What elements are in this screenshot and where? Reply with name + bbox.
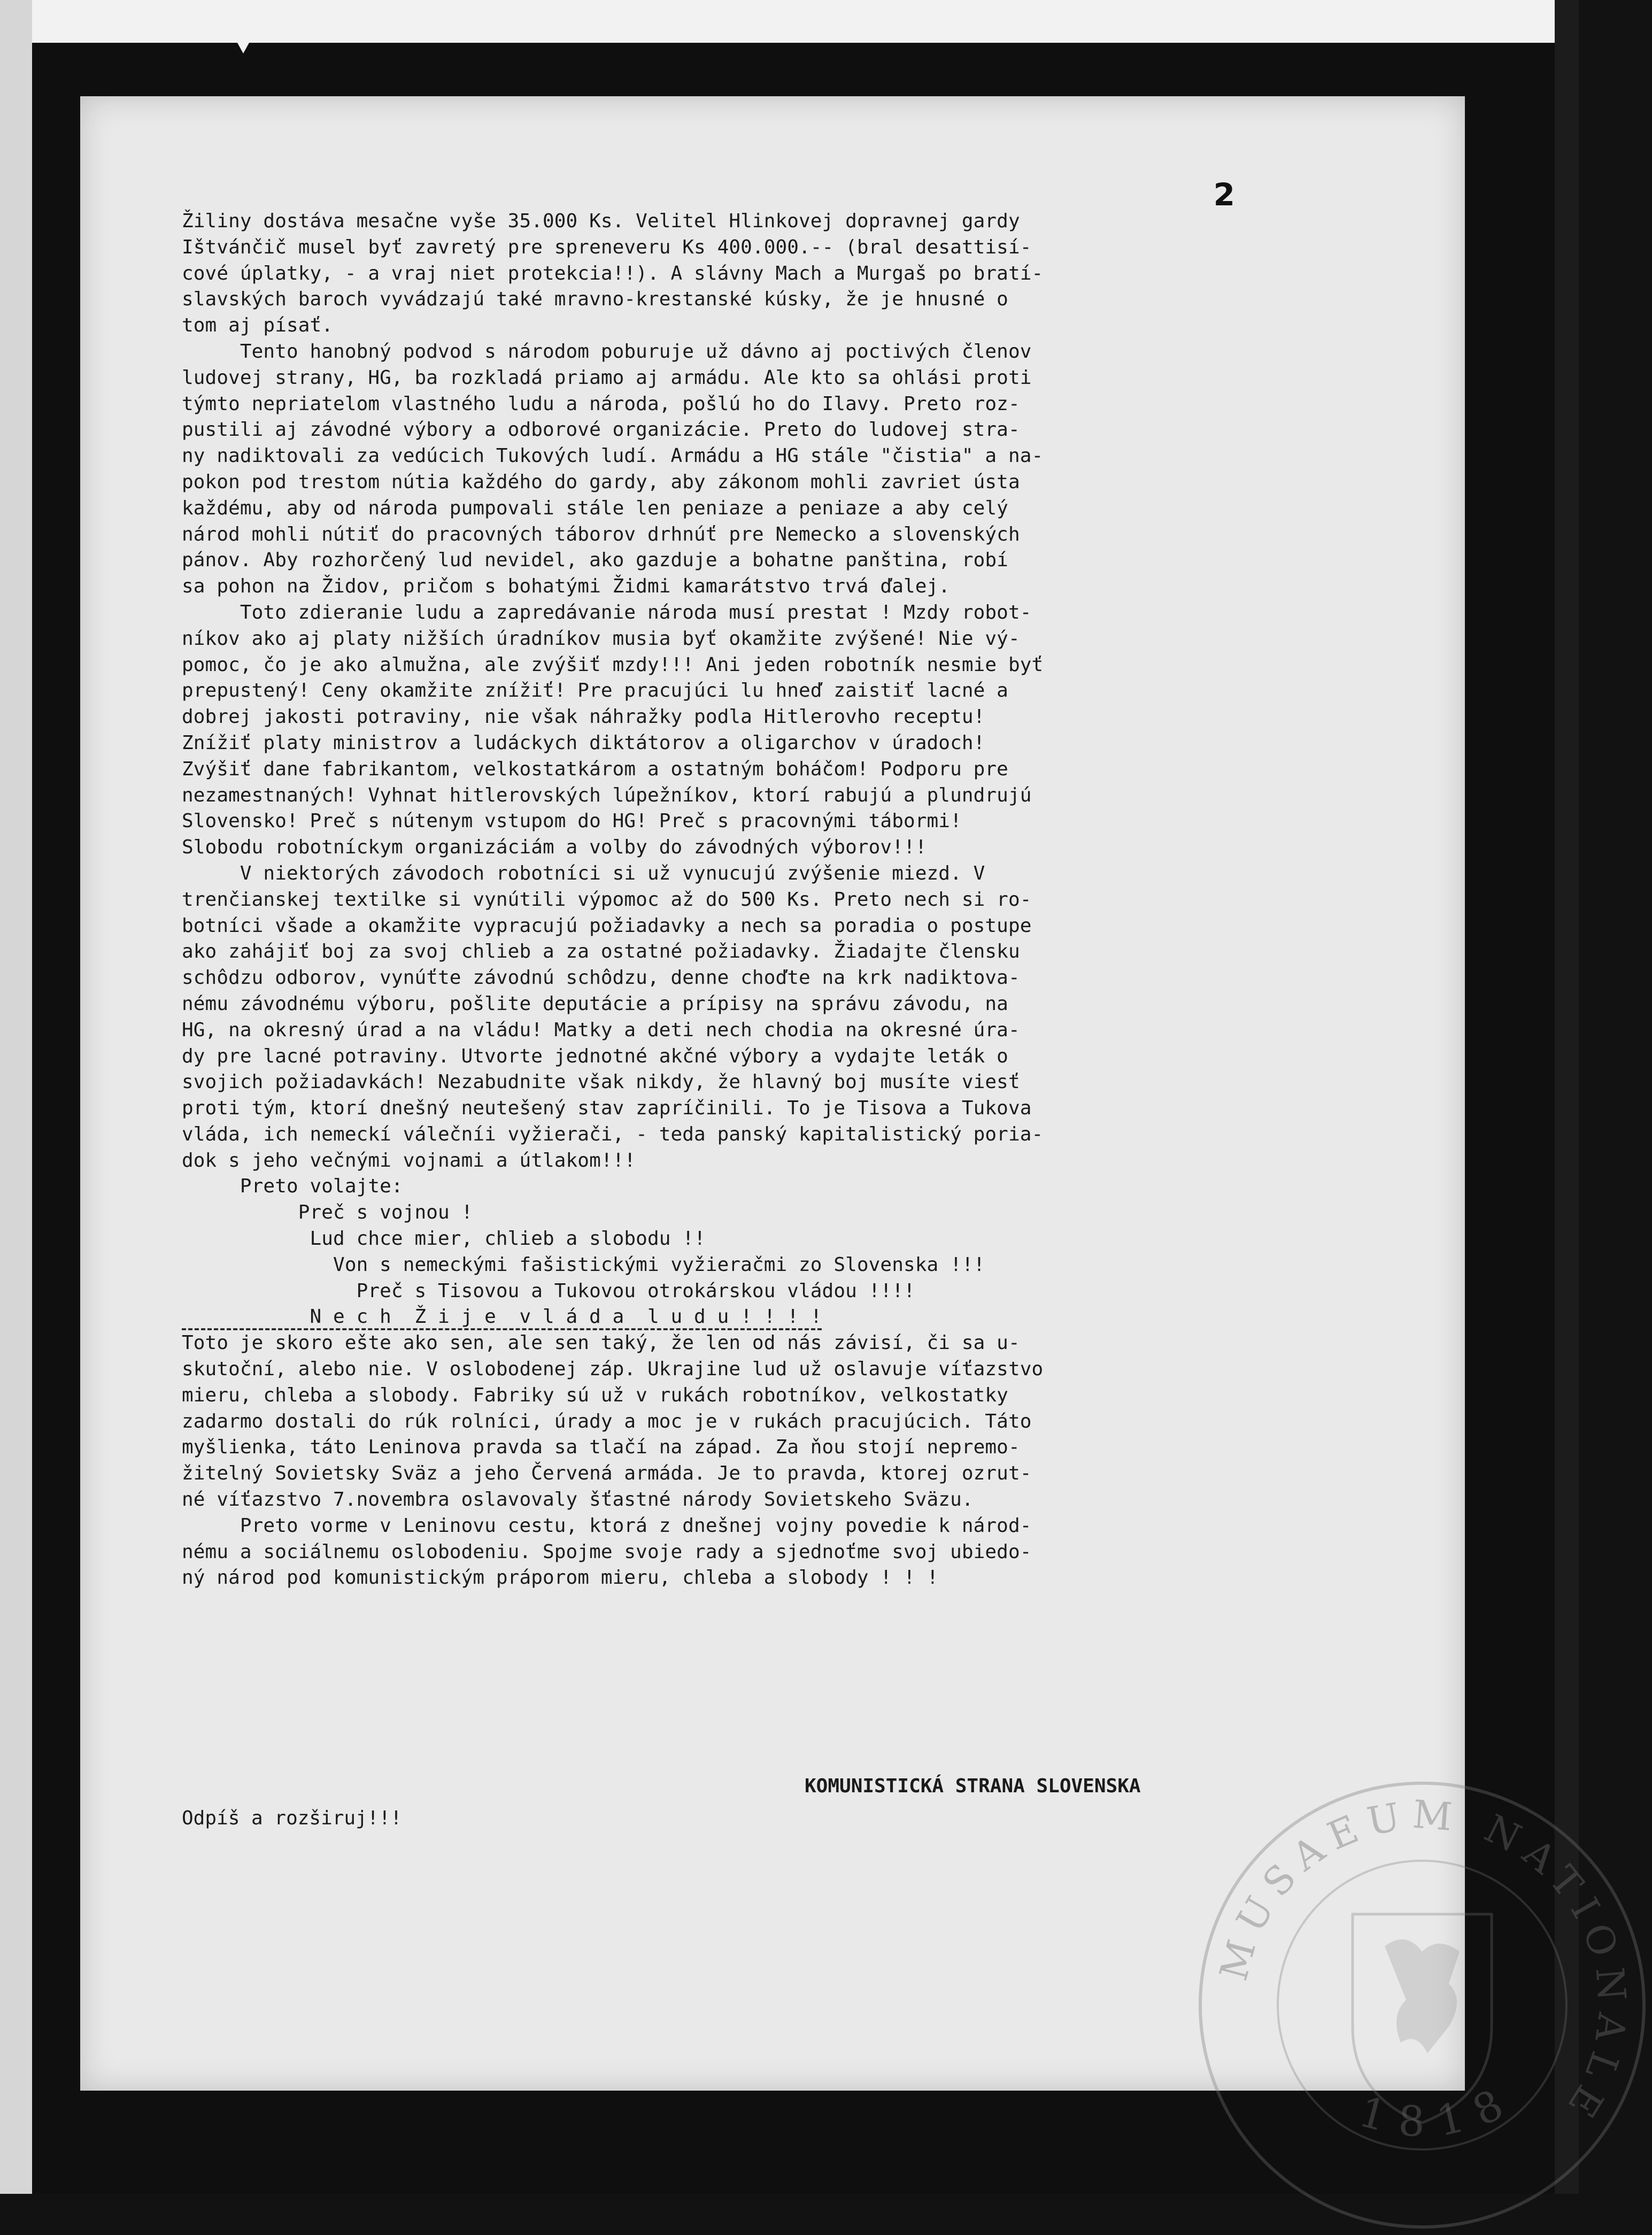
text-line: Slobodu robotníckym organizáciám a volby do závodných výborov!!! xyxy=(182,836,927,859)
text-line: ludovej strany, HG, ba rozkladá priamo aj armádu. Ale kto sa ohlási proti xyxy=(182,366,1032,389)
text-line: schôdzu odborov, vynúťte závodnú schôdzu, denne choďte na krk nadiktova- xyxy=(182,967,1020,989)
text-line: vláda, ich nemeckí válečníi vyžierači, - teda panský kapitalistický poria- xyxy=(182,1123,1044,1145)
text-line: Preto volajte: xyxy=(182,1175,403,1198)
footer-note: Odpíš a rozširuj!!! xyxy=(182,1807,402,1829)
text-line: dobrej jakosti potraviny, nie však náhražky podla Hitlerovho receptu! xyxy=(182,706,985,728)
text-line: sa pohon na Židov, pričom s bohatými Židmi kamarátstvo trvá ďalej. xyxy=(182,575,951,598)
text-line: nému a sociálnemu oslobodeniu. Spojme svoje rady a sjednoťme svoj ubiedo- xyxy=(182,1540,1032,1563)
text-line: národ mohli nútiť do pracovných táborov drhnúť pre Nemecko a slovenských xyxy=(182,523,1020,545)
text-line: pánov. Aby rozhorčený lud nevidel, ako gazduje a bohatne panština, robí xyxy=(182,549,1008,572)
document-sheet xyxy=(80,96,1636,2147)
text-line: Toto zdieranie ludu a zapredávanie národa musí prestat ! Mzdy robot- xyxy=(182,601,1032,623)
text-line: tom aj písať. xyxy=(182,314,334,337)
text-line: svojich požiadavkách! Nezabudnite však nikdy, že hlavný boj musíte viesť xyxy=(182,1071,1020,1093)
text-line: proti tým, ktorí dnešný neutešený stav zapríčinili. To je Tisova a Tukova xyxy=(182,1097,1032,1120)
text-line: botníci všade a okamžite vypracujú požiadavky a nech sa poradia o postupe xyxy=(182,914,1032,937)
text-line: V niektorých závodoch robotníci si už vynucujú zvýšenie miezd. V xyxy=(182,862,985,884)
document-body xyxy=(182,209,1417,1591)
text-line: Lud chce mier, chlieb a slobodu !! xyxy=(182,1228,706,1250)
text-line: prepustený! Ceny okamžite znížiť! Pre pracujúci lu hneď zaistiť lacné a xyxy=(182,680,1008,702)
text-line: Zvýšiť dane fabrikantom, velkostatkárom a ostatným boháčom! Podporu pre xyxy=(182,758,1008,780)
text-line: pomoc, čo je ako almužna, ale zvýšiť mzdy!!! Ani jeden robotník nesmie byť xyxy=(182,653,1044,676)
text-line: ný národ pod komunistickým práporom mieru, chleba a slobody ! ! ! xyxy=(182,1567,939,1589)
text-line: Toto je skoro ešte ako sen, ale sen taký, že len od nás závisí, či sa u- xyxy=(182,1332,1020,1354)
text-line: Von s nemeckými fašistickými vyžieračmi zo Slovenska !!! xyxy=(182,1253,985,1276)
text-line: trenčianskej textilke si vynútili výpomoc až do 500 Ks. Preto nech si ro- xyxy=(182,888,1032,911)
stamp-text: MUSAEUM NATIONALE xyxy=(1210,1791,1636,2133)
film-notch xyxy=(214,0,273,53)
text-line: dy pre lacné potraviny. Utvorte jednotné akčné výbory a vydajte leták o xyxy=(182,1045,1008,1067)
text-line: Preč s Tisovou a Tukovou otrokárskou vládou !!!! xyxy=(182,1280,915,1302)
text-line: nému závodnému výboru, pošlite deputácie a prípisy na správu závodu, na xyxy=(182,992,1008,1015)
text-line: mieru, chleba a slobody. Fabriky sú už v rukách robotníkov, velkostatky xyxy=(182,1384,1008,1406)
text-line: dok s jeho večnými vojnami a útlakom!!! xyxy=(182,1149,636,1172)
museum-stamp xyxy=(1192,1775,1652,2235)
text-line: né víťazstvo 7.novembra oslavovaly šťastné národy Sovietskeho Sväzu. xyxy=(182,1489,974,1511)
text-line: N e c h Ž i j e v l á d a l u d u ! ! ! ! xyxy=(182,1306,822,1328)
text-line: Slovensko! Preč s nútenym vstupom do HG! Preč s pracovnými tábormi! xyxy=(182,810,962,833)
stamp-lion-icon xyxy=(1385,1939,1460,2053)
text-line: pustili aj závodné výbory a odborové organizácie. Preto do ludovej stra- xyxy=(182,419,1020,441)
text-line: žitelný Sovietsky Sväz a jeho Červená armáda. Je to pravda, ktorej ozrut- xyxy=(182,1462,1032,1485)
text-line: ako zahájiť boj za svoj chlieb a za ostatné požiadavky. Žiadajte člensku xyxy=(182,941,1020,963)
page-number: 2 xyxy=(1213,176,1235,213)
film-edge-left xyxy=(0,0,32,2194)
text-line: Žiliny dostáva mesačne vyše 35.000 Ks. Velitel Hlinkovej dopravnej gardy xyxy=(182,210,1020,232)
text-line: Tento hanobný podvod s národom poburuje už dávno aj poctivých členov xyxy=(182,340,1032,363)
text-line: cové úplatky, - a vraj niet protekcia!!). A slávny Mach a Murgaš po bratí- xyxy=(182,262,1044,284)
text-line: Preto vorme v Leninovu cestu, ktorá z dnešnej vojny povedie k národ- xyxy=(182,1514,1032,1537)
text-line: Ištvánčič musel byť zavretý pre sprenevеru Ks 400.000.-- (bral desattisí- xyxy=(182,236,1032,258)
text-line: HG, na okresný úrad a na vládu! Matky a deti nech chodia na okresné úra- xyxy=(182,1019,1020,1041)
text-line: myšlienka, táto Leninova pravda sa tlačí na západ. Za ňou stojí nepremo- xyxy=(182,1436,1020,1459)
text-line: slavských baroch vyvádzajú také mravno-krestanské kúsky, že je hnusné o xyxy=(182,288,1008,311)
text-line: Znížiť platy ministrov a ludáckych diktátorov a oligarchov v úradoch! xyxy=(182,731,985,754)
text-line: níkov ako aj platy nižších úradníkov musia byť okamžite zvýšené! Nie vý- xyxy=(182,627,1020,650)
text-line: zadarmo dostali do rúk rolníci, úrady a moc je v rukách pracujúcich. Táto xyxy=(182,1410,1032,1432)
text-line: týmto nepriatelom vlastného ludu a národa, pošlú ho do Ilavy. Preto roz- xyxy=(182,392,1020,415)
text-line: nezamestnaných! Vyhnat hitlerovských lúpežníkov, ktorí rabujú a plundrujú xyxy=(182,784,1032,806)
text-line: pokon pod trestom nútia každého do gardy, aby zákonom mohli zavriet ústa xyxy=(182,471,1020,493)
stamp-year: 1818 xyxy=(1354,2073,1525,2147)
text-line: ny nadiktovali za vedúcich Tukových ludí. Armádu a HG stále "čistia" a na- xyxy=(182,445,1044,467)
text-line: skutoční, alebo nie. V oslobodenej záp. Ukrajine lud už oslavuje víťazstvo xyxy=(182,1358,1044,1381)
text-line: každému, aby od národa pumpovali stále len peniaze a peniaze a aby celý xyxy=(182,497,1008,519)
signature: KOMUNISTICKÁ STRANA SLOVENSKA xyxy=(805,1775,1141,1797)
text-line: Preč s vojnou ! xyxy=(182,1201,473,1224)
